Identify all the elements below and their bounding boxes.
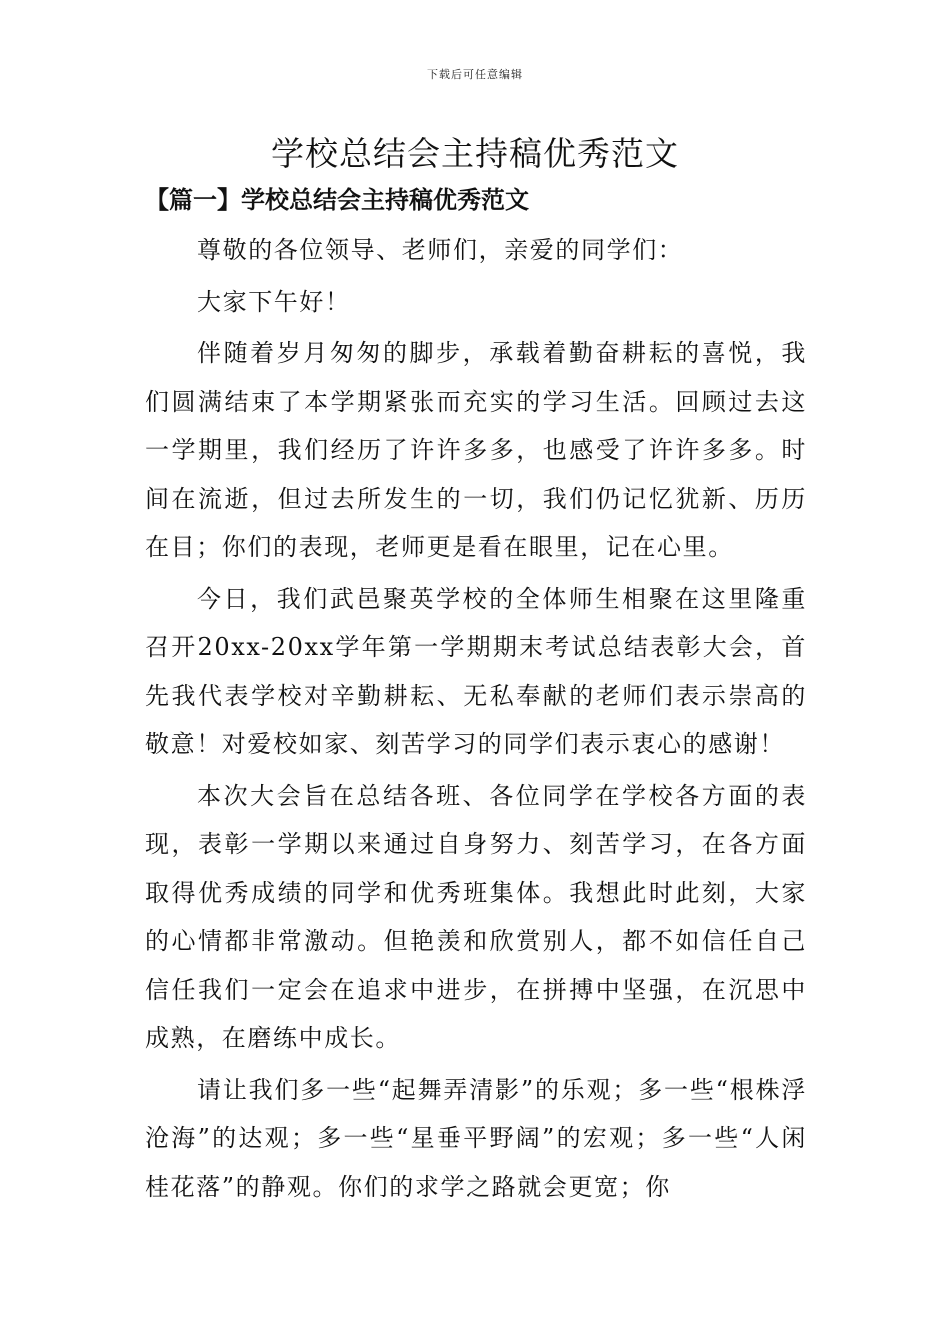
document-title: 学校总结会主持稿优秀范文 bbox=[271, 134, 679, 173]
section-heading: 【篇一】学校总结会主持稿优秀范文 bbox=[145, 185, 529, 214]
paragraph-salutation: 尊敬的各位领导、老师们，亲爱的同学们： bbox=[197, 236, 684, 264]
paragraph-encouragement: 请让我们多一些“起舞弄清影”的乐观；多一些“根株浮沧海”的达观；多一些“星垂平野阔”的宏观；多一些“人闲桂花落”的静观。你们的求学之路就会更宽；你 bbox=[145, 1075, 807, 1201]
paragraph-greeting: 大家下午好！ bbox=[197, 287, 351, 316]
header-note: 下载后可任意编辑 bbox=[427, 68, 523, 81]
paragraph-review: 伴随着岁月匆匆的脚步，承载着勤奋耕耘的喜悦，我们圆满结束了本学期紧张而充实的学习生活。回顾过去这一学期里，我们经历了许许多多，也感受了许许多多。时间在流逝，但过去所发生的一切，我们仍记忆犹新、历历在目；你们的表现，老师更是看在眼里，记在心里。 bbox=[145, 339, 807, 561]
paragraph-purpose: 本次大会旨在总结各班、各位同学在学校各方面的表现，表彰一学期以来通过自身努力、刻苦学习，在各方面取得优秀成绩的同学和优秀班集体。我想此时此刻，大家的心情都非常激动。但艳羡和欣赏别人，都不如信任自己信任我们一定会在追求中进步，在拼搏中坚强，在沉思中成熟，在磨练中成长。 bbox=[145, 781, 807, 1052]
paragraph-meeting: 今日，我们武邑聚英学校的全体师生相聚在这里隆重召开20xx-20xx学年第一学期期末考试总结表彰大会，首先我代表学校对辛勤耕耘、无私奉献的老师们表示崇高的敬意！对爱校如家、刻苦学习的同学们表示衷心的感谢！ bbox=[145, 584, 807, 758]
body-text bbox=[145, 226, 807, 1214]
